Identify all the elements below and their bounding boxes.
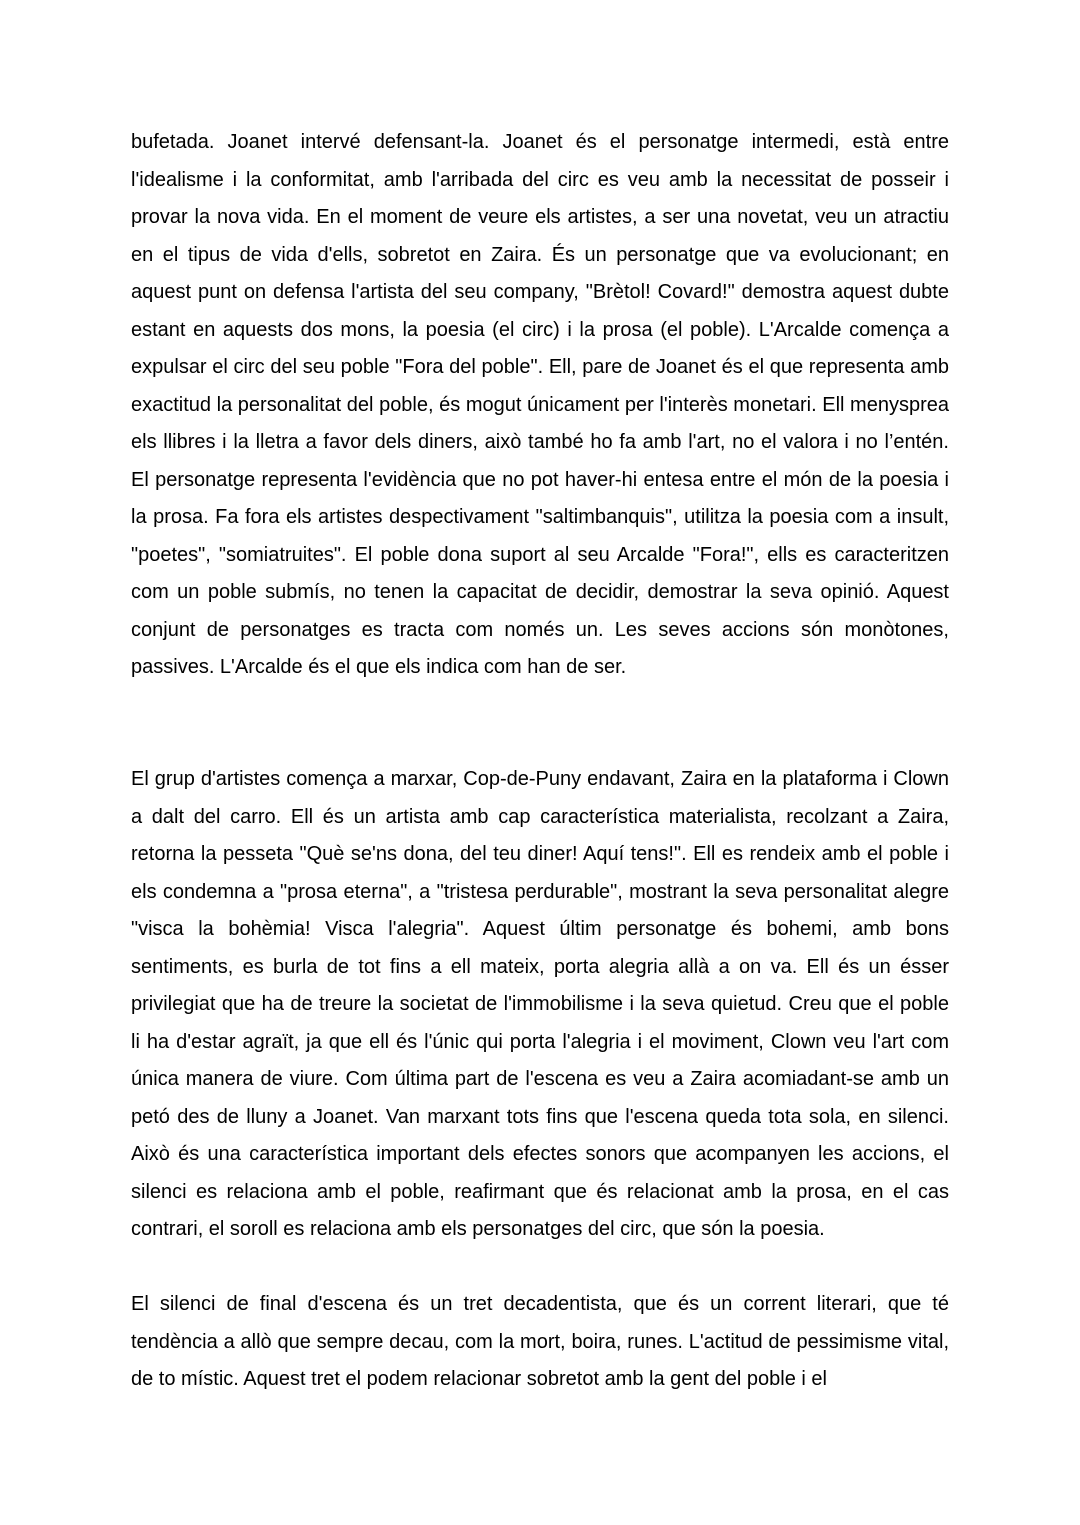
paragraph-3-text: El silenci de final d'escena és un tret decadentista, que és un corrent literari, que té tendència a allò que sempre decau, com la mort, boira, runes. L'actitud de pessimisme vital, de to místic. Aquest tret el podem relacionar sobretot amb la gent del poble i el bbox=[131, 1293, 949, 1390]
paragraph-2 bbox=[131, 761, 949, 1249]
paragraph-1 bbox=[131, 124, 949, 687]
paragraph-1-text: bufetada. Joanet intervé defensant-la. Joanet és el personatge intermedi, està entre l'idealisme i la conformitat, amb l'arribada del circ es veu amb la necessitat de posseir i provar la nova vida. En el moment de veure els artistes, a ser una novetat, veu un atractiu en el tipus de vida d'ells, sobretot en Zaira. És un personatge que va evolucionant; en aquest punt on defensa l'artista del seu company, "Brètol! Covard!" demostra aquest dubte estant en aquests dos mons, la poesia (el circ) i la prosa (el poble). L'Arcalde comença a expulsar el circ del seu poble "Fora del poble". Ell, pare de Joanet és el que representa amb exactitud la personalitat del poble, és mogut únicament per l'interès monetari. Ell menysprea els llibres i la lletra a favor dels diners, això també ho fa amb l'art, no el valora i no l’entén. El personatge representa l'evidència que no pot haver-hi entesa entre el món de la poesia i la prosa. Fa fora els artistes despectivament "saltimbanquis", utilitza la poesia com a insult, "poetes", "somiatruites". El poble dona suport al seu Arcalde "Fora!", ells es caracteritzen com un poble submís, no tenen la capacitat de decidir, demostrar la seva opinió. Aquest conjunt de personatges es tracta com només un. Les seves accions són monòtones, passives. L'Arcalde és el que els indica com han de ser. bbox=[131, 131, 949, 678]
paragraph-3 bbox=[131, 1286, 949, 1399]
paragraph-2-text: El grup d'artistes comença a marxar, Cop-de-Puny endavant, Zaira en la plataforma i Clown a dalt del carro. Ell és un artista amb cap característica materialista, recolzant a Zaira, retorna la pesseta "Què se'ns dona, del teu diner! Aquí tens!". Ell es rendeix amb el poble i els condemna a "prosa eterna", a "tristesa perdurable", mostrant la seva personalitat alegre "visca la bohèmia! Visca l'alegria". Aquest últim personatge és bohemi, amb bons sentiments, es burla de tot fins a ell mateix, porta alegria allà a on va. Ell és un ésser privilegiat que ha de treure la societat de l'immobilisme i la seva quietud. Creu que el poble li ha d'estar agraït, ja que ell és l'únic qui porta l'alegria i el moviment, Clown veu l'art com única manera de viure. Com última part de l'escena es veu a Zaira acomiadant-se amb un petó des de lluny a Joanet. Van marxant tots fins que l'escena queda tota sola, en silenci. Això és una característica important dels efectes sonors que acompanyen les accions, el silenci es relaciona amb el poble, reafirmant que és relacionat amb la prosa, en el cas contrari, el soroll es relaciona amb els personatges del circ, que són la poesia. bbox=[131, 768, 949, 1240]
